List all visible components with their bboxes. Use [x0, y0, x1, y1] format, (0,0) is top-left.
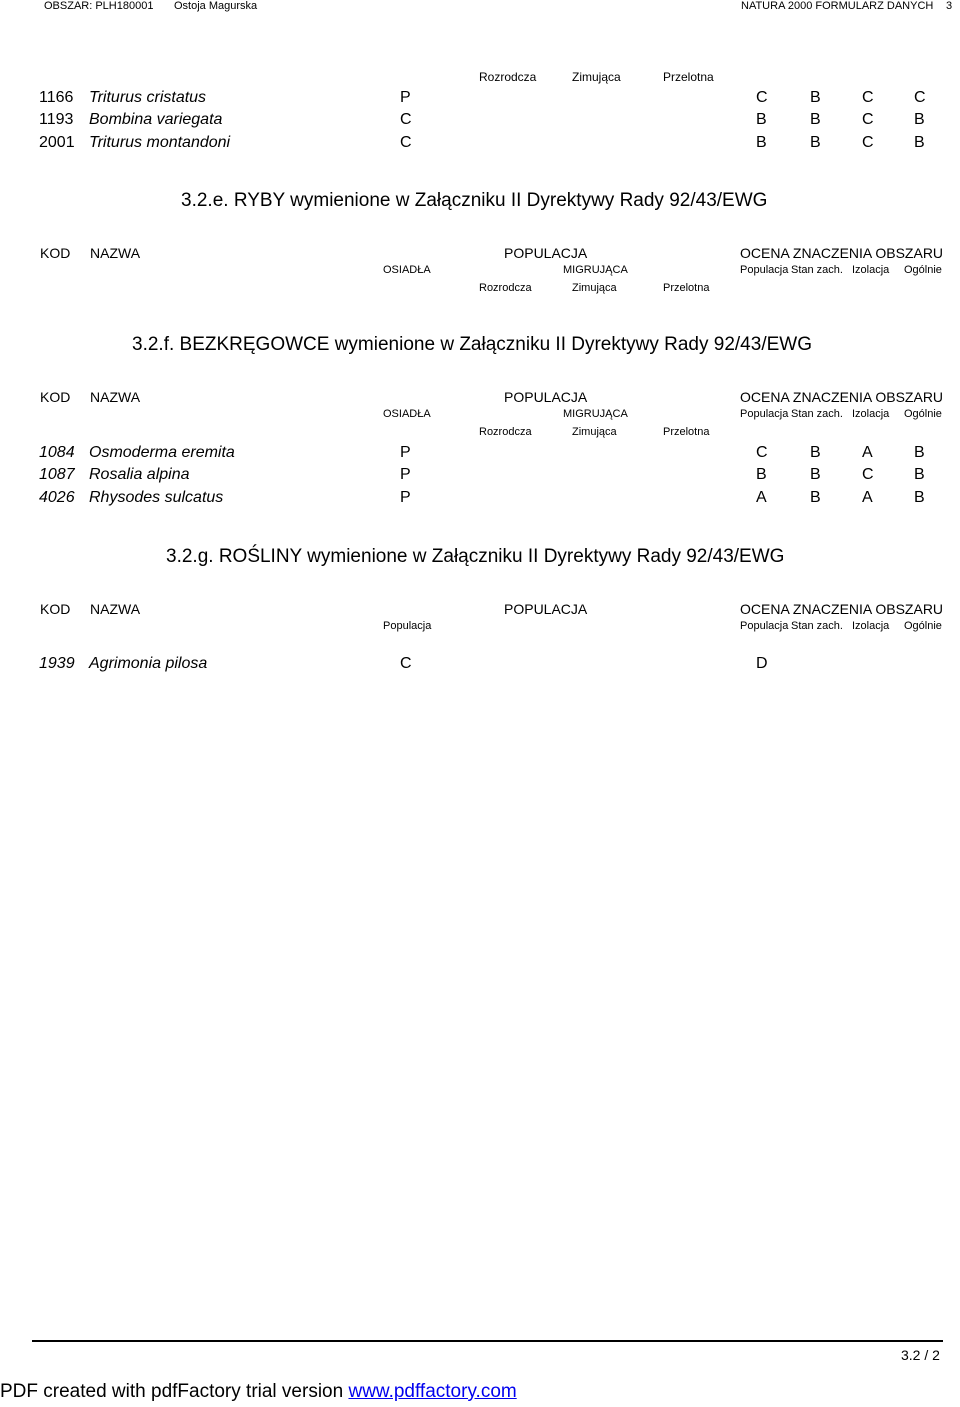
col-migrujaca: MIGRUJĄCA [563, 264, 628, 276]
label-przelotna: Przelotna [663, 426, 710, 438]
col-osiadla: OSIADŁA [383, 408, 431, 420]
col-izolacja: Izolacja [852, 620, 890, 632]
col-izolacja: Izolacja [852, 408, 890, 420]
col-izolacja: Izolacja [852, 264, 890, 276]
row-ogolnie: B [914, 489, 925, 506]
row-izolacja: C [862, 89, 874, 106]
row-stan: B [810, 444, 821, 461]
row-nazwa: Agrimonia pilosa [89, 655, 208, 672]
row-kod: 2001 [39, 134, 75, 151]
col-populacja: POPULACJA [504, 601, 588, 617]
col-populacja: POPULACJA [504, 389, 588, 405]
col-ocena: OCENA ZNACZENIA OBSZARU [740, 389, 944, 405]
row-populacja: B [756, 466, 767, 483]
section-title-invertebrates: 3.2.f. BEZKRĘGOWCE wymienione w Załączniku II Dyrektywy Rady 92/43/EWG [132, 334, 812, 355]
row-populacja: C [756, 444, 768, 461]
page-number: 3.2 / 2 [901, 1347, 940, 1363]
label-rozrodcza: Rozrodcza [479, 426, 532, 438]
pdf-footer-text: PDF created with pdfFactory trial version [0, 1381, 349, 1402]
label-przelotna: Przelotna [663, 282, 710, 294]
row-kod: 1087 [39, 466, 75, 483]
col-ocena: OCENA ZNACZENIA OBSZARU [740, 601, 944, 617]
section-title-fish: 3.2.e. RYBY wymienione w Załączniku II Dyrektywy Rady 92/43/EWG [181, 190, 768, 211]
row-kod: 4026 [39, 489, 75, 506]
row-stan: B [810, 89, 821, 106]
col-ogolnie: Ogólnie [904, 408, 942, 420]
label-przelotna: Przelotna [663, 70, 714, 84]
row-nazwa: Bombina variegata [89, 111, 223, 128]
row-osiadla: C [400, 134, 412, 151]
row-nazwa: Rosalia alpina [89, 466, 190, 483]
row-populacja: B [756, 111, 767, 128]
row-izolacja: A [862, 489, 873, 506]
row-kod: 1939 [39, 655, 75, 672]
label-zimujaca: Zimująca [572, 282, 617, 294]
row-ogolnie: B [914, 444, 925, 461]
col-kod: KOD [40, 389, 71, 405]
row-izolacja: C [862, 134, 874, 151]
row-populacja: B [756, 134, 767, 151]
row-osiadla: C [400, 111, 412, 128]
col-stan-zach: Stan zach. [791, 620, 843, 632]
row-populacja: C [756, 89, 768, 106]
label-rozrodcza: Rozrodcza [479, 70, 537, 84]
col-populacja: POPULACJA [504, 245, 588, 261]
col-sub-populacja: Populacja [740, 620, 789, 632]
row-osiadla: P [400, 89, 411, 106]
row-osiadla: P [400, 466, 411, 483]
row-ocena-populacja: D [756, 655, 768, 672]
row-izolacja: A [862, 444, 873, 461]
area-code: OBSZAR: PLH180001 [44, 0, 154, 12]
row-nazwa: Rhysodes sulcatus [89, 489, 224, 506]
row-ogolnie: B [914, 466, 925, 483]
col-nazwa: NAZWA [90, 601, 141, 617]
row-nazwa: Triturus montandoni [89, 134, 231, 151]
form-title: NATURA 2000 FORMULARZ DANYCH [741, 0, 934, 12]
col-sub-populacja: Populacja [740, 264, 789, 276]
section-title-plants: 3.2.g. ROŚLINY wymienione w Załączniku II Dyrektywy Rady 92/43/EWG [166, 546, 785, 567]
row-ogolnie: C [914, 89, 926, 106]
label-zimujaca: Zimująca [572, 426, 617, 438]
col-migrujaca: MIGRUJĄCA [563, 408, 628, 420]
pdf-footer-link[interactable]: www.pdffactory.com [348, 1381, 517, 1402]
row-stan: B [810, 134, 821, 151]
row-osiadla: P [400, 489, 411, 506]
col-nazwa: NAZWA [90, 389, 141, 405]
pdf-footer [0, 1381, 517, 1403]
row-populacja: A [756, 489, 767, 506]
bottom-rule [32, 1340, 943, 1342]
label-rozrodcza: Rozrodcza [479, 282, 532, 294]
row-nazwa: Triturus cristatus [89, 89, 207, 106]
col-ocena: OCENA ZNACZENIA OBSZARU [740, 245, 944, 261]
row-nazwa: Osmoderma eremita [89, 444, 235, 461]
col-stan-zach: Stan zach. [791, 264, 843, 276]
col-stan-zach: Stan zach. [791, 408, 843, 420]
col-kod: KOD [40, 245, 71, 261]
label-zimujaca: Zimująca [572, 70, 621, 84]
row-stan: B [810, 489, 821, 506]
header-page-number: 3 [946, 0, 953, 12]
col-sub-populacja-left: Populacja [383, 620, 432, 632]
col-osiadla: OSIADŁA [383, 264, 431, 276]
row-kod: 1084 [39, 444, 75, 461]
col-nazwa: NAZWA [90, 245, 141, 261]
row-izolacja: C [862, 466, 874, 483]
col-kod: KOD [40, 601, 71, 617]
row-populacja: C [400, 655, 412, 672]
col-sub-populacja: Populacja [740, 408, 789, 420]
row-stan: B [810, 111, 821, 128]
col-ogolnie: Ogólnie [904, 264, 942, 276]
row-kod: 1166 [39, 89, 74, 106]
row-ogolnie: B [914, 134, 925, 151]
row-kod: 1193 [39, 111, 74, 128]
area-name: Ostoja Magurska [174, 0, 258, 12]
row-izolacja: C [862, 111, 874, 128]
row-stan: B [810, 466, 821, 483]
row-osiadla: P [400, 444, 411, 461]
col-ogolnie: Ogólnie [904, 620, 942, 632]
row-ogolnie: B [914, 111, 925, 128]
